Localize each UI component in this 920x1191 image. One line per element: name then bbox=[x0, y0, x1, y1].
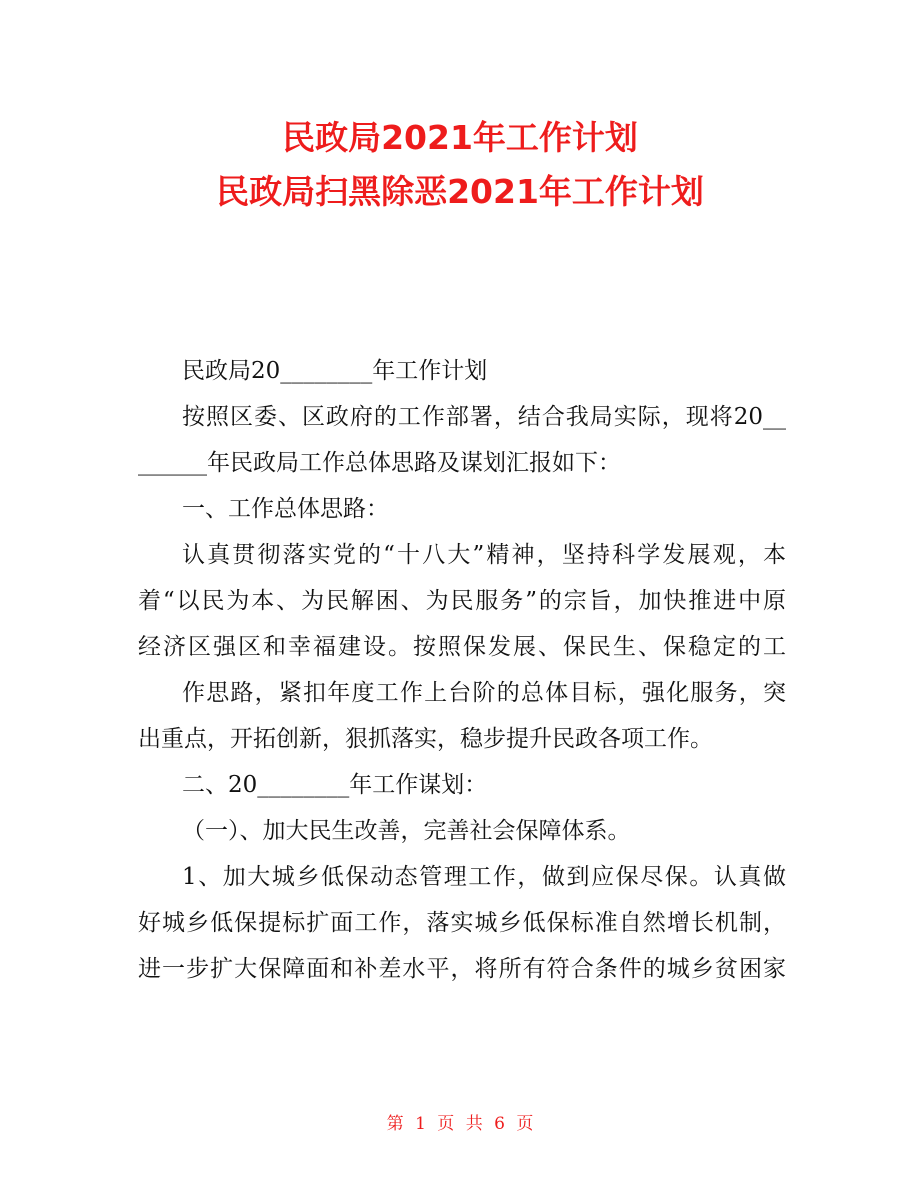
document-title: 民政局2021年工作计划 bbox=[282, 118, 638, 157]
body-line: 好城乡低保提标扩面工作，落实城乡低保标准自然增长机制， bbox=[138, 910, 786, 936]
body-line: 民政局20________年工作计划 bbox=[182, 358, 488, 384]
body-line: 出重点，开拓创新，狠抓落实，稳步提升民政各项工作。 bbox=[138, 726, 713, 752]
body-line: 作思路，紧扣年度工作上台阶的总体目标，强化服务，突 bbox=[182, 680, 786, 706]
subsection-heading: （一）、加大民生改善，完善社会保障体系。 bbox=[182, 818, 631, 844]
body-line: 按照区委、区政府的工作部署，结合我局实际，现将20__ bbox=[182, 404, 786, 430]
document-body bbox=[138, 348, 786, 992]
section-heading: 二、20________年工作谋划： bbox=[182, 772, 488, 798]
section-heading: 一、工作总体思路： bbox=[182, 496, 389, 522]
body-line: 着“以民为本、为民解困、为民服务”的宗旨，加快推进中原 bbox=[138, 588, 786, 614]
body-line: 1、加大城乡低保动态管理工作，做到应保尽保。认真做 bbox=[182, 864, 786, 890]
body-line: 认真贯彻落实党的“十八大”精神，坚持科学发展观，本 bbox=[182, 542, 786, 568]
body-line: ______年民政局工作总体思路及谋划汇报如下： bbox=[138, 450, 621, 476]
body-line: 经济区强区和幸福建设。按照保发展、保民生、保稳定的工 bbox=[138, 634, 786, 660]
document-subtitle: 民政局扫黑除恶2021年工作计划 bbox=[216, 172, 704, 211]
body-line: 进一步扩大保障面和补差水平，将所有符合条件的城乡贫困家 bbox=[138, 956, 786, 982]
page-number-footer: 第 1 页 共 6 页 bbox=[386, 1114, 534, 1134]
